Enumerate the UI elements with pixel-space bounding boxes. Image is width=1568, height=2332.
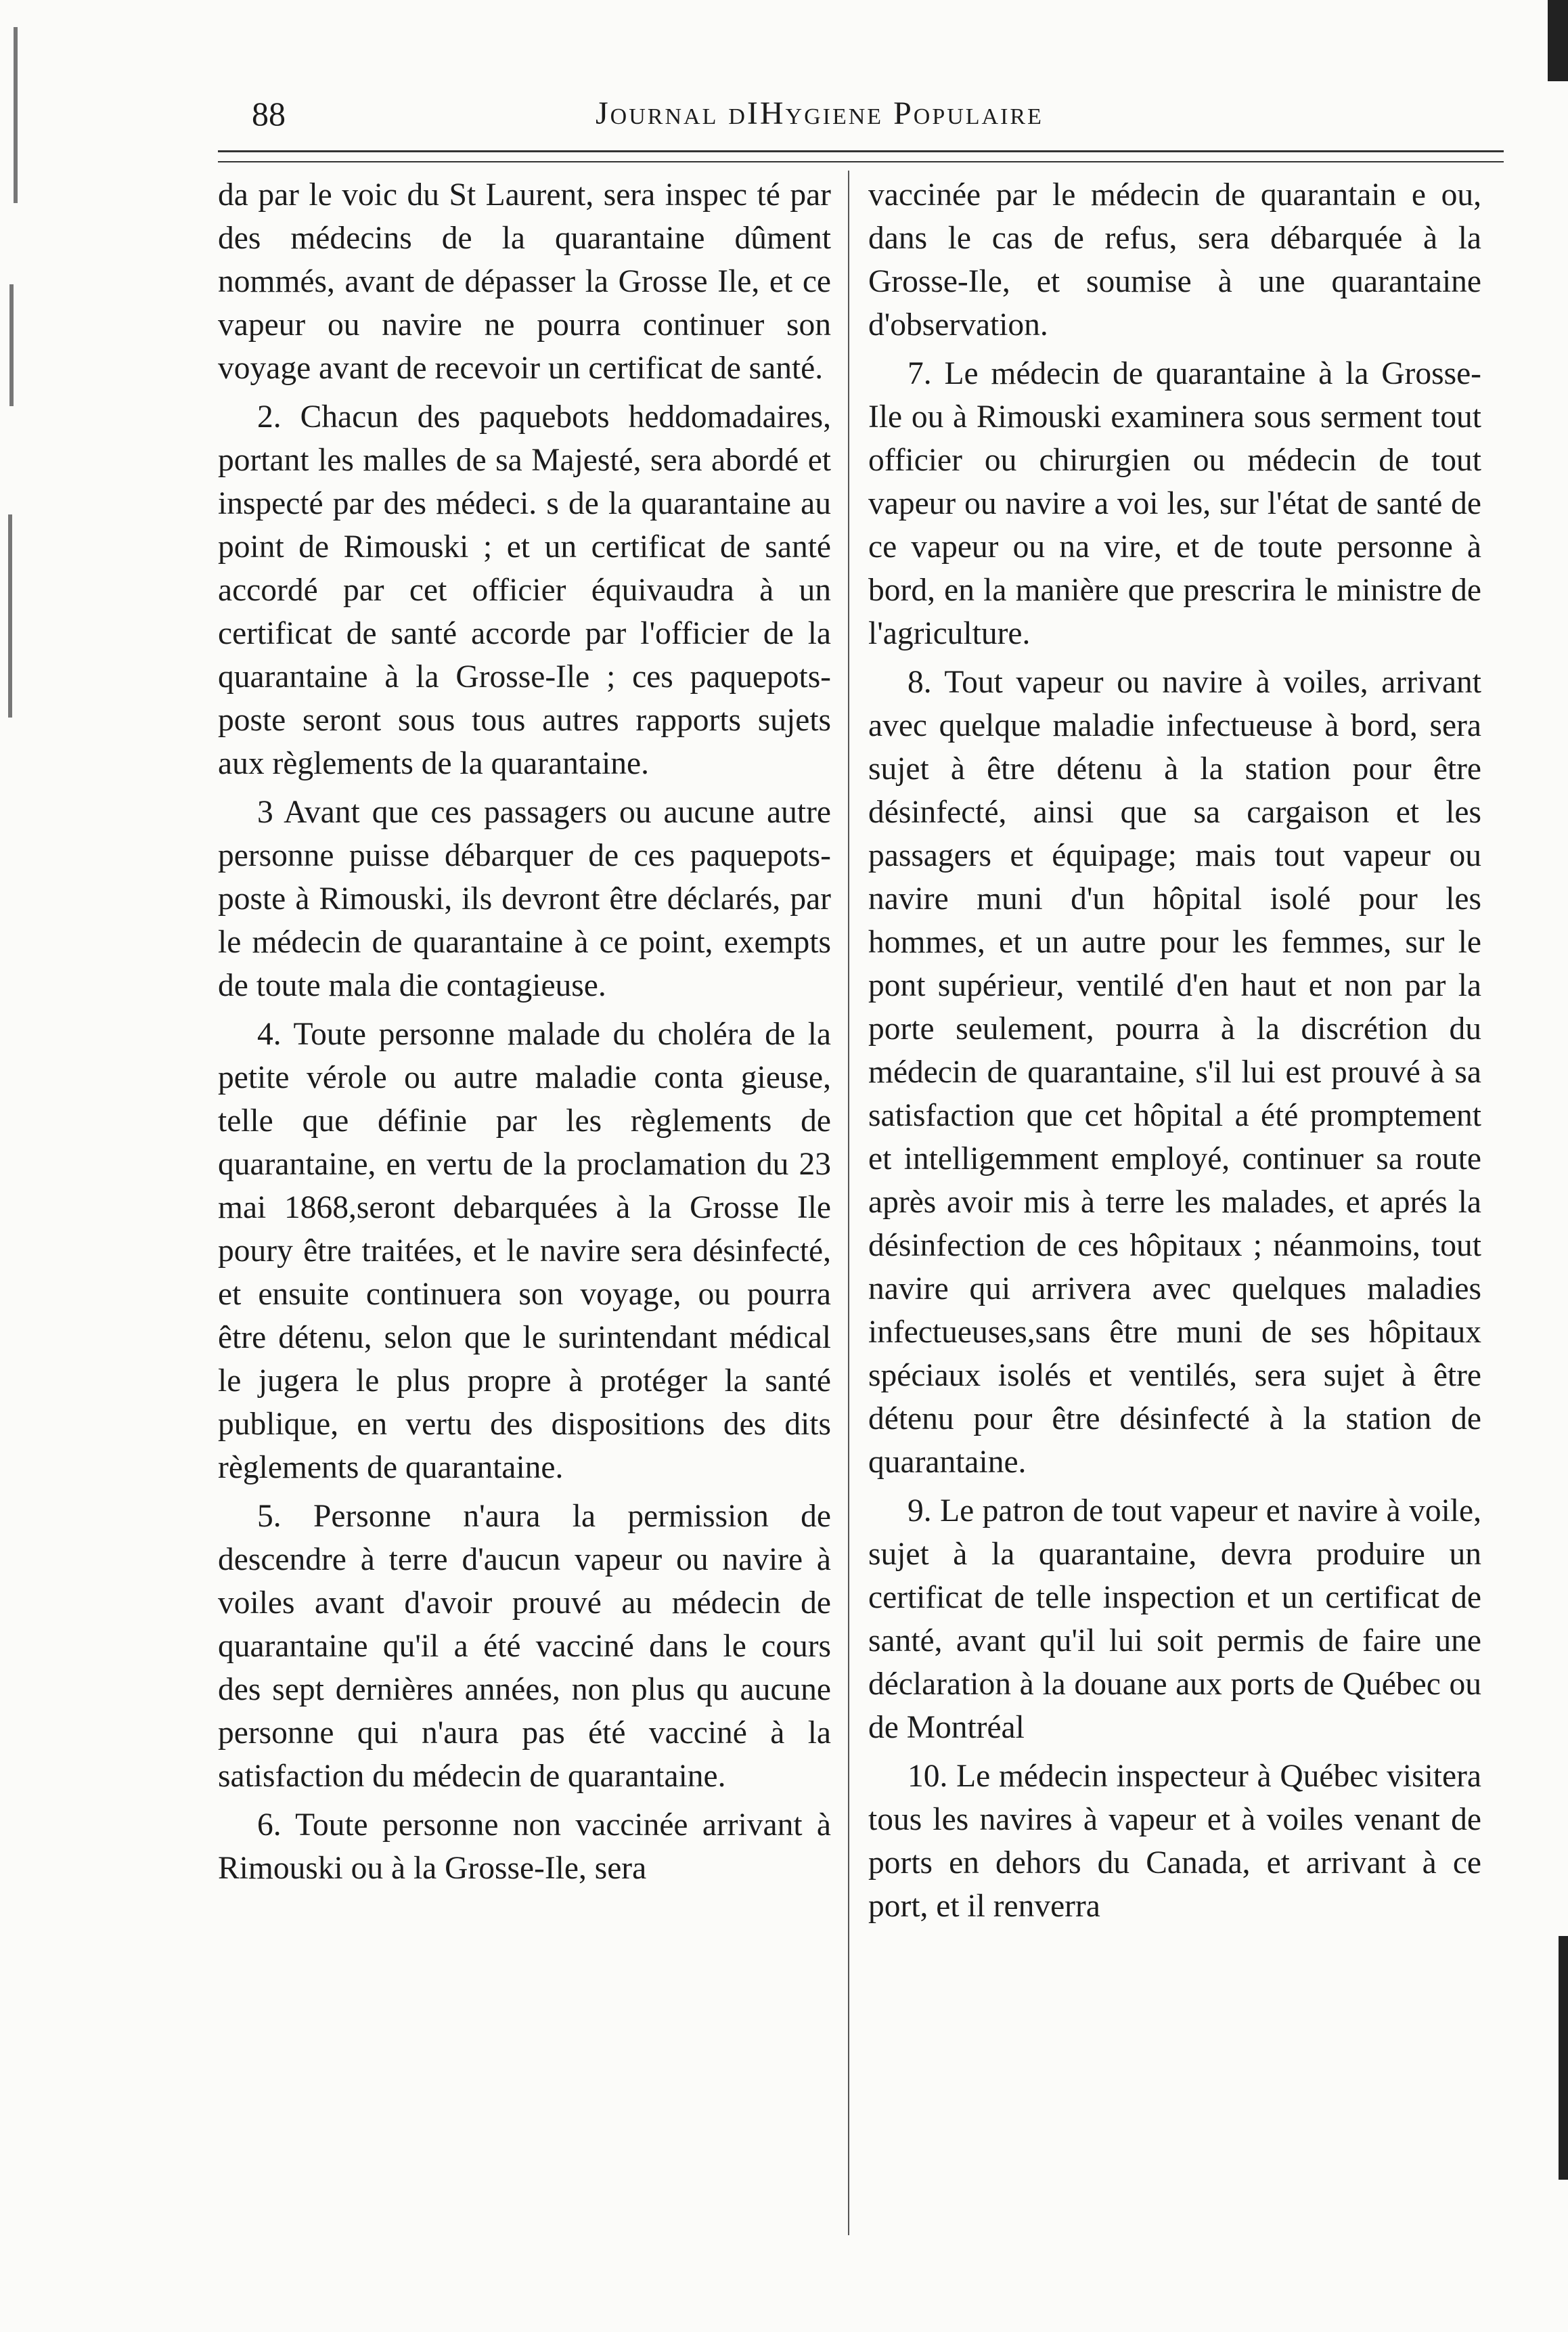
column-divider bbox=[848, 171, 849, 2235]
paragraph: 8. Tout vapeur ou navire à voiles, arrivant avec quelque maladie infectueuse à bord, sera sujet à être détenu à la station pour être désinfecté, ainsi que sa cargaison et les passagers et équipage; mais tout vapeur ou navire muni d'un hôpital isolé pour les hommes, et un autre pour les femmes, sur le pont supérieur, ventilé d'en haut et non par la porte seulement, pourra à la discrétion du médecin de quarantaine, s'il lui est prouvé à sa satisfaction que cet hôpital a été promptement et intelligemment employé, continuer sa route après avoir mis à terre les malades, et aprés la désinfection de ces hôpitaux ; néanmoins, tout navire qui arrivera avec quelques maladies infectueuses,sans être muni de ses hôpitaux spéciaux isolés et ventilés, sera sujet à être détenu pour être désinfecté à la station de quarantaine. bbox=[868, 665, 1481, 1480]
paragraph: 10. Le médecin inspecteur à Québec visitera tous les navires à vapeur et à voiles venant de ports en dehors du Canada, et arrivant à ce port, et il renverra bbox=[868, 1759, 1481, 1924]
left-column bbox=[218, 173, 831, 2204]
paragraph: 2. Chacun des paquebots heddomadaires, portant les malles de sa Majesté, sera abordé et inspecté par des médeci. s de la quarantaine au point de Rimouski ; et un certificat de santé accordé par cet officier équivaudra à un certificat de santé accorde par l'officier de la quarantaine à la Grosse-Ile ; ces paquepots-poste seront sous tous autres rapports sujets aux règlements de la quarantaine. bbox=[218, 399, 831, 781]
paragraph: 9. Le patron de tout vapeur et navire à voile, sujet à la quarantaine, devra produire un certificat de telle inspection et un certificat de santé, avant qu'il lui soit permis de faire une déclaration à la douane aux ports de Québec ou de Montréal bbox=[868, 1493, 1481, 1745]
paragraph: 5. Personne n'aura la permission de descendre à terre d'aucun vapeur ou navire à voiles avant d'avoir prouvé au médecin de quarantaine qu'il a été vacciné dans le cours des sept dernières années, non plus qu aucune personne qui n'aura pas été vacciné à la satisfaction du médecin de quarantaine. bbox=[218, 1499, 831, 1794]
page-edge-mark bbox=[1559, 1936, 1568, 2180]
header-rule-bottom bbox=[218, 161, 1504, 162]
page-edge-mark bbox=[1548, 0, 1568, 81]
right-column bbox=[868, 173, 1481, 2204]
margin-speck bbox=[9, 284, 14, 406]
paragraph: 7. Le médecin de quarantaine à la Grosse-Ile ou à Rimouski examinera sous serment tout officier ou chirurgien ou médecin de tout vapeur ou navire a voi les, sur l'état de santé de ce vapeur ou na vire, et de toute personne à bord, en la manière que prescrira le ministre de l'agriculture. bbox=[868, 356, 1481, 651]
margin-speck bbox=[14, 27, 18, 203]
paragraph: 4. Toute personne malade du choléra de la petite vérole ou autre maladie conta gieuse, telle que définie par les règlements de quarantaine, en vertu de la proclamation du 23 mai 1868,seront debarquées à la Grosse Ile poury être traitées, et le navire sera désinfecté, et ensuite continuera son voyage, ou pourra être détenu, selon que le surintendant médical le jugera le plus propre à protéger la santé publique, en vertu des dispositions des dits règlements de quarantaine. bbox=[218, 1017, 831, 1485]
paragraph: da par le voic du St Laurent, sera inspec té par des médecins de la quarantaine dûment nommés, avant de dépasser la Grosse Ile, et ce vapeur ou navire ne pourra continuer son voyage avant de recevoir un certificat de santé. bbox=[218, 177, 831, 386]
paragraph: 6. Toute personne non vaccinée arrivant à Rimouski ou à la Grosse-Ile, sera bbox=[218, 1807, 831, 1886]
paragraph: 3 Avant que ces passagers ou aucune autre personne puisse débarquer de ces paquepots-poste à Rimouski, ils devront être déclarés, par le médecin de quarantaine à ce point, exempts de toute mala die contagieuse. bbox=[218, 795, 831, 1003]
paragraph: vaccinée par le médecin de quarantain e ou, dans le cas de refus, sera débarquée à la Grosse-Ile, et soumise à une quarantaine d'observation. bbox=[868, 177, 1481, 343]
page-number: 88 bbox=[252, 95, 286, 133]
margin-speck bbox=[8, 514, 12, 718]
header-rule-top bbox=[218, 150, 1504, 152]
running-title: Journal dIHygiene Populaire bbox=[596, 95, 1044, 131]
